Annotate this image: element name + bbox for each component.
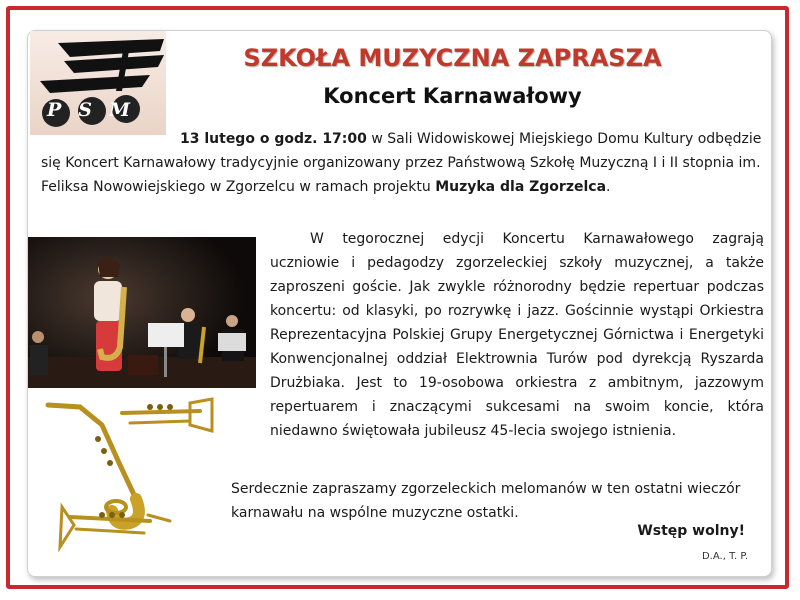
admission-note: Wstęp wolny! [637, 523, 745, 539]
intro-end: . [606, 179, 611, 195]
intro-text: w Sali Widowiskowej Miejskiego Domu Kultury odbędzie się Koncert Karnawałowy tradycyjnie organizowany przez Państwową Szkołę Muzyczną I i II stopnia im. Feliksa Nowowiejskiego w Zgorzelcu w ramach projektu [41, 131, 762, 195]
author-signature: D.A., T. P. [701, 551, 748, 562]
intro-paragraph [41, 127, 766, 199]
event-date-time: 13 lutego o godz. 17:00 [180, 131, 367, 147]
invitation-paragraph: Serdecznie zapraszamy zgorzeleckich melomanów w ten ostatni wieczór karnawału na wspólne muzyczne ostatki. [231, 481, 741, 521]
concert-photo [28, 237, 256, 388]
instruments-illustration [40, 395, 220, 565]
page-subtitle: Koncert Karnawałowy [323, 84, 582, 108]
logo-text: PSM [47, 99, 148, 121]
saxophone-trumpet-illustration-icon [40, 395, 220, 565]
school-logo [30, 31, 166, 135]
project-name: Muzyka dla Zgorzelca [435, 179, 607, 195]
page-title: SZKOŁA MUZYCZNA ZAPRASZA [243, 44, 662, 72]
concert-saxophone-photo-icon [28, 237, 256, 388]
main-text: W tegorocznej edycji Koncertu Karnawałowego zagrają uczniowie i pedagodzy zgorzeleckiej szkoły muzycznej, a także zaproszeni goście. Jak zwykle różnorodny będzie repertuar podczas koncertu: od klasyki, po rozrywkę i jazz. Gościnnie wystąpi Orkiestra Reprezentacyjna Polskiej Grupy Energetycznej Górnictwa i Energetyki Konwencjonalnej oddział Elektrownia Turów pod dyrekcją Ryszarda Drużbiaka. Jest to 19-osobowa orkiestra z ambitnym, jazzowym repertuarem i znaczącymi sukcesami na swoim koncie, która niedawno świętowała jubileusz 45-lecia swojego istnienia. [270, 231, 764, 439]
main-paragraph [270, 227, 764, 443]
